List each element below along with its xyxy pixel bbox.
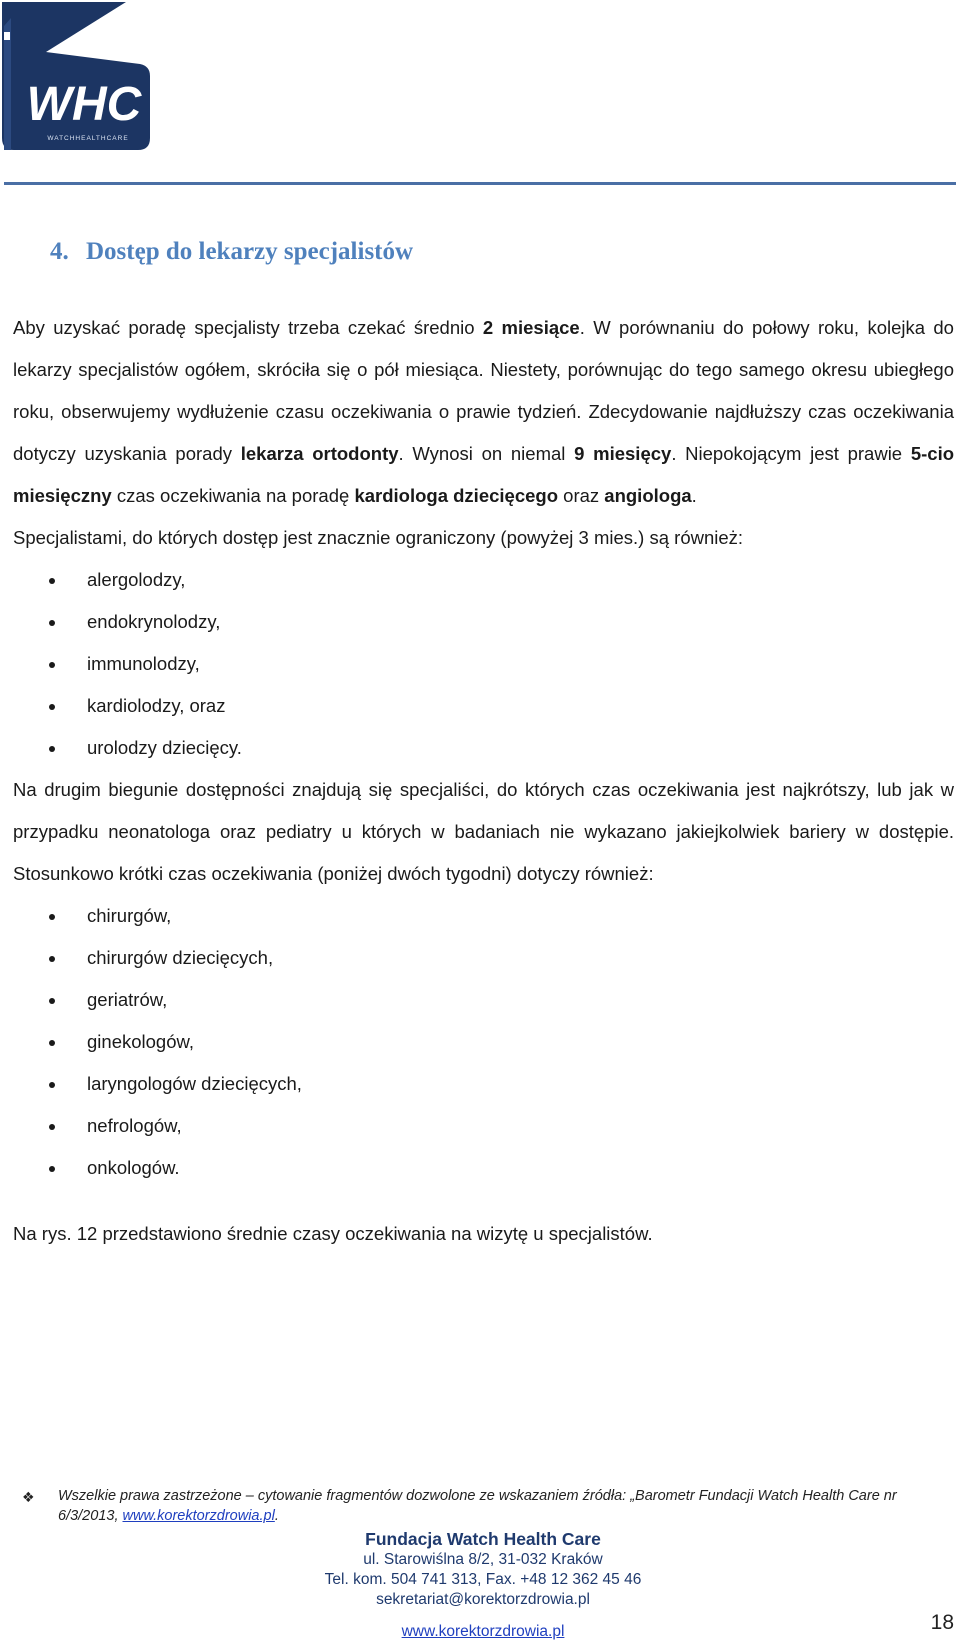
intro-text-7: . — [691, 485, 697, 506]
intro-bold-6: angiologa — [604, 485, 692, 506]
header-rule — [4, 182, 956, 185]
page-number: 18 — [930, 1611, 954, 1634]
copyright-text: Wszelkie prawa zastrzeżone – cytowanie fragmentów dozwolone ze wskazaniem źródła: „Barometr Fundacji Watch Health Care nr 6/3/2013, — [58, 1488, 897, 1524]
short-wait-list — [13, 895, 954, 1189]
list-item: endokrynolodzy, — [13, 601, 954, 643]
spacer — [13, 1189, 954, 1213]
limited-access-list — [13, 559, 954, 769]
short-wait-paragraph: Na drugim biegunie dostępności znajdują się specjaliści, do których czas oczekiwania jest najkrótszy, lub jak w przypadku neonatologa oraz pediatry u których w badaniach nie wykazano jakiejkolwiek bariery w dostępie. Stosunkowo krótki czas oczekiwania (poniżej dwóch tygodni) dotyczy również: — [13, 779, 954, 884]
intro-paragraph — [13, 307, 954, 517]
intro-text-2: . W porównaniu do połowy roku, kolejka do lekarzy specjalistów ogółem, skróciła się o pół miesiąca. Niestety, porównując do tego samego okresu ubiegłego roku, obserwujemy wydłużenie czasu oczekiwania o prawie tydzień. Zdecydowanie najdłuższy czas oczekiwania dotyczy uzyskania porady — [13, 317, 954, 464]
intro-text-1: Aby uzyskać poradę specjalisty trzeba czekać średnio — [13, 317, 483, 338]
copyright-end: . — [274, 1508, 279, 1524]
watch-health-care-logo — [2, 2, 158, 158]
section-number: 4. — [50, 238, 69, 265]
logo-tagline: WATCHHEALTHCARE — [47, 135, 129, 142]
list-item: alergolodzy, — [13, 559, 954, 601]
intro-bold-1: 2 miesiące — [482, 317, 580, 338]
intro-text-5: czas oczekiwania na poradę — [111, 485, 355, 506]
intro-bold-5: kardiologa dziecięcego — [354, 485, 559, 506]
intro-bold-3: 9 miesięcy — [574, 443, 672, 464]
intro-text-6: oraz — [558, 485, 605, 506]
website-link[interactable]: www.korektorzdrowia.pl — [401, 1623, 565, 1640]
figure-reference: Na rys. 12 przedstawiono średnie czasy oczekiwania na wizytę u specjalistów. — [13, 1223, 653, 1244]
list-item: urolodzy dziecięcy. — [13, 727, 954, 769]
intro-text-4: . Niepokojącym jest prawie — [671, 443, 911, 464]
list-item: geriatrów, — [13, 979, 954, 1021]
diamond-bullet-icon: ❖ — [22, 1489, 35, 1505]
list-item: kardiolodzy, oraz — [13, 685, 954, 727]
list-item: ginekologów, — [13, 1021, 954, 1063]
intro-text-3: . Wynosi on niemal — [398, 443, 575, 464]
body-content — [13, 307, 954, 1255]
source-link[interactable]: www.korektorzdrowia.pl — [122, 1508, 275, 1524]
organization-email: sekretariat@korektorzdrowia.pl — [376, 1591, 590, 1608]
list-item: onkologów. — [13, 1147, 954, 1189]
logo-letters: WHC — [26, 78, 142, 131]
organization-phone: Tel. kom. 504 741 313, Fax. +48 12 362 45 46 — [324, 1571, 642, 1588]
organization-address: ul. Starowiślna 8/2, 31-032 Kraków — [363, 1551, 603, 1568]
list-item: chirurgów dziecięcych, — [13, 937, 954, 979]
list-item: laryngologów dziecięcych, — [13, 1063, 954, 1105]
intro-bold-4: 5-cio miesięczny — [13, 443, 955, 506]
list-item: nefrologów, — [13, 1105, 954, 1147]
section-title: Dostęp do lekarzy specjalistów — [86, 238, 414, 265]
limited-access-lead: Specjalistami, do których dostęp jest znacznie ograniczony (powyżej 3 mies.) są również: — [13, 527, 744, 548]
copyright-note — [22, 1486, 932, 1526]
organization-name: Fundacja Watch Health Care — [365, 1529, 601, 1549]
organization-footer — [0, 1528, 960, 1642]
section-heading — [50, 238, 413, 266]
intro-bold-2: lekarza ortodonty — [240, 443, 399, 464]
list-item: chirurgów, — [13, 895, 954, 937]
list-item: immunolodzy, — [13, 643, 954, 685]
